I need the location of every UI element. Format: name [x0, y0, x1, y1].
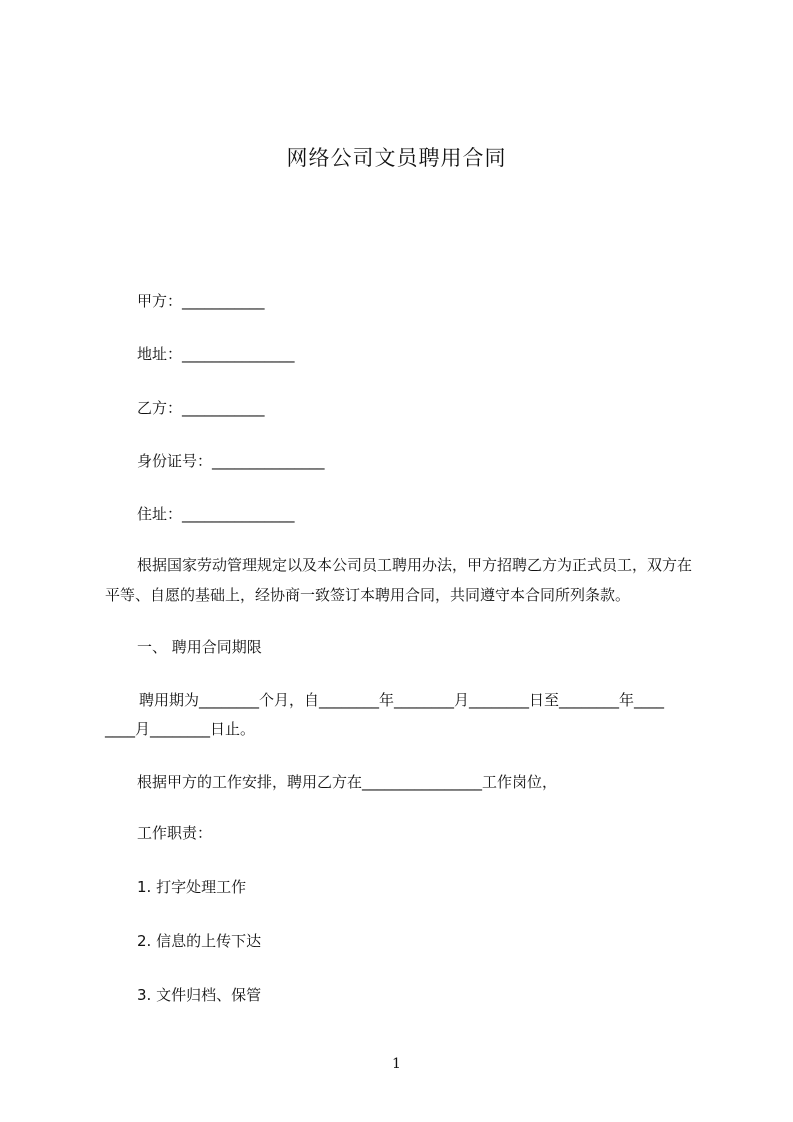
- document-title: 网络公司文员聘用合同: [286, 146, 507, 170]
- party-b-field: 乙方：___________: [137, 399, 265, 417]
- residence-field: 住址：_______________: [137, 505, 295, 523]
- term-text-line2: ____月________日止。: [105, 720, 256, 738]
- page-number: 1: [392, 1056, 401, 1072]
- duty-item: 1. 打字处理工作: [137, 878, 247, 896]
- duties-heading: 工作职责：: [137, 824, 213, 842]
- duty-item: 2. 信息的上传下达: [137, 932, 262, 950]
- position-text: 根据甲方的工作安排，聘用乙方在________________工作岗位，: [137, 773, 558, 791]
- section1-heading: 一、 聘用合同期限: [137, 638, 262, 656]
- duty-item: 3. 文件归档、保管: [137, 986, 262, 1004]
- party-a-field: 甲方：___________: [137, 292, 265, 310]
- term-text-line1: 聘用期为________个月，自________年________月________日至________年____: [139, 691, 665, 709]
- preamble-paragraph: [105, 550, 705, 610]
- id-number-field: 身份证号：_______________: [137, 452, 325, 470]
- preamble-text: 根据国家劳动管理规定以及本公司员工聘用办法，甲方招聘乙方为正式员工，双方在平等、自愿的基础上，经协商一致签订本聘用合同，共同遵守本合同所列条款。: [105, 556, 693, 604]
- address-field: 地址：_______________: [137, 345, 295, 363]
